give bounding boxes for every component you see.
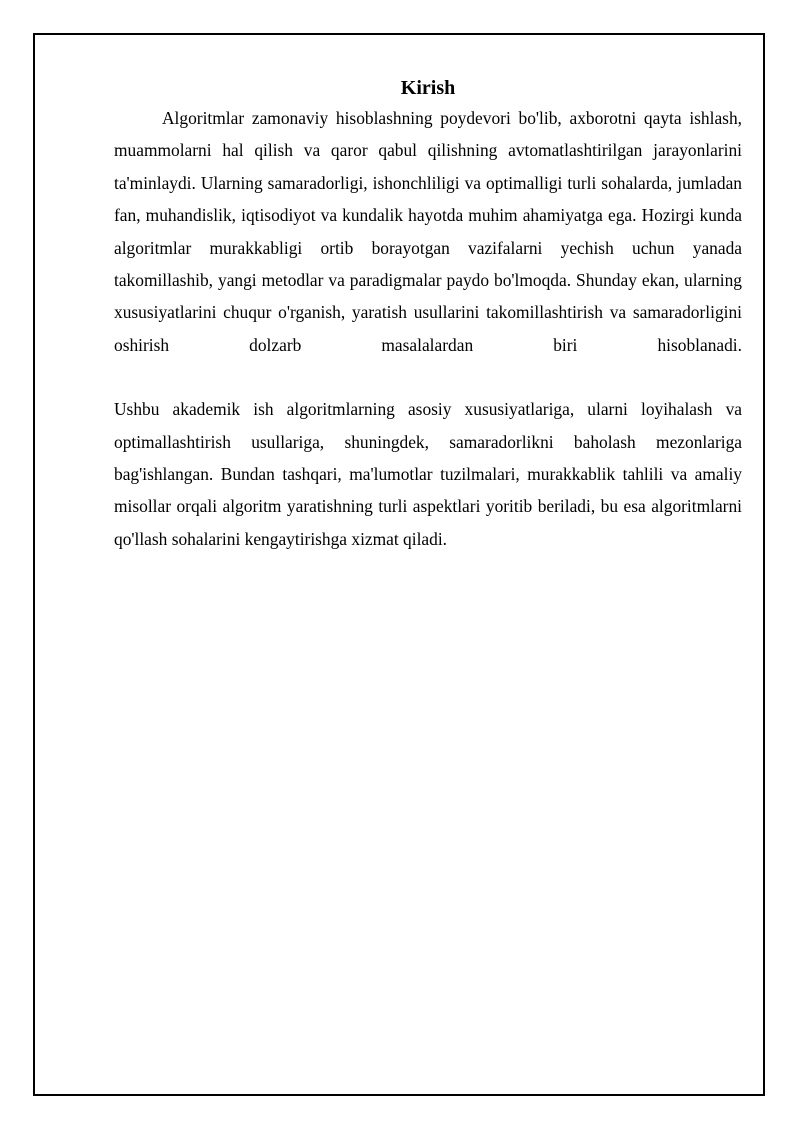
paragraph-spacer bbox=[114, 361, 742, 393]
paragraph-scope: Ushbu akademik ish algoritmlarning asosiy xususiyatlariga, ularni loyihalash va optimallashtirish usullariga, shuningdek, samaradorlikni baholash mezonlariga bag'ishlangan. Bundan tashqari, ma'lumotlar tuzilmalari, murakkablik tahlili va amaliy misollar orqali algoritm yaratishning turli aspektlari yoritib beriladi, bu esa algoritmlarni qo'llash sohalarini kengaytirishga xizmat qiladi. bbox=[114, 399, 742, 549]
page-title: Kirish bbox=[400, 77, 456, 99]
paragraph-intro: Algoritmlar zamonaviy hisoblashning poydevori bo'lib, axborotni qayta ishlash, muammolarni hal qilish va qaror qabul qilishning avtomatlashtirilgan jarayonlarini ta'minlaydi. Ularning samaradorligi, ishonchliligi va optimalligi turli sohalarda, jumladan fan, muhandislik, iqtisodiyot va kundalik hayotda muhim ahamiyatga ega. Hozirgi kunda algoritmlar murakkabligi ortib borayotgan vazifalarni yechish uchun yanada takomillashib, yangi metodlar va paradigmalar paydo bo'lmoqda. Shunday ekan, ularning xususiyatlarini chuqur o'rganish, yaratish usullarini takomillashtirish va samaradorligini oshirish dolzarb masalalardan biri hisoblanadi. bbox=[114, 108, 742, 355]
document-body bbox=[114, 74, 742, 555]
